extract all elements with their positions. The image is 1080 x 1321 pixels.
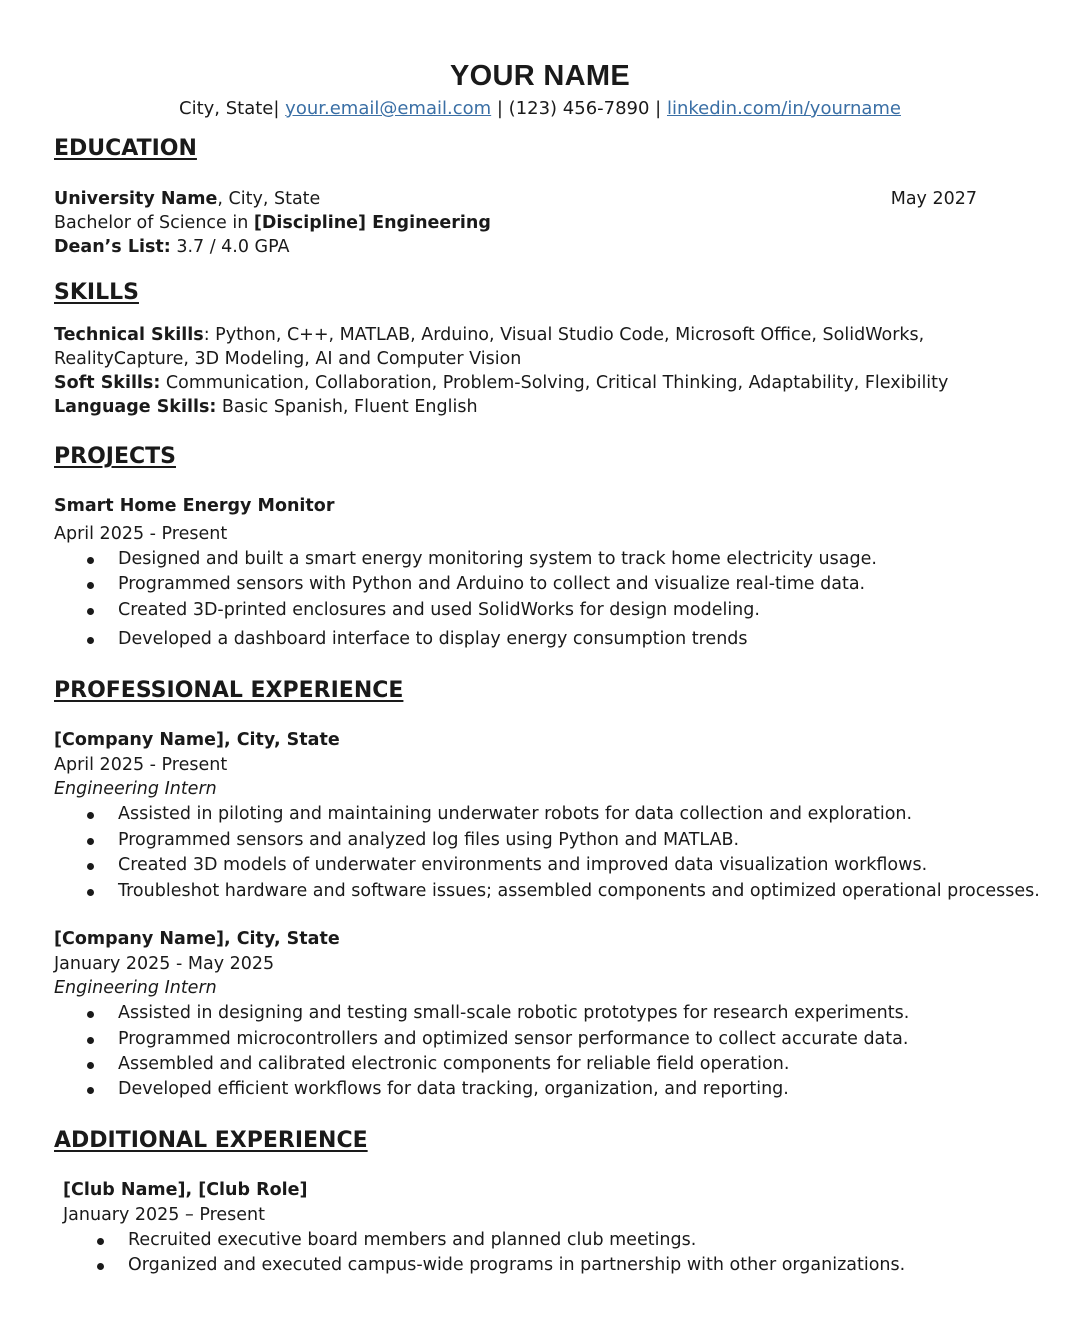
job-bullet: Programmed sensors and analyzed log files using Python and MATLAB.: [118, 830, 740, 850]
additional-heading: ADDITIONAL EXPERIENCE: [54, 1128, 368, 1153]
linkedin-link[interactable]: linkedin.com/in/yourname: [666, 98, 901, 119]
project-bullet: Designed and built a smart energy monitoring system to track home electricity usage.: [118, 549, 877, 569]
soft-label: Soft Skills:: [54, 373, 161, 393]
bullet-icon: [87, 1087, 94, 1094]
job-bullet: Assisted in piloting and maintaining underwater robots for data collection and exploration.: [118, 804, 913, 824]
technical-value: : Python, C++, MATLAB, Arduino, Visual Studio Code, Microsoft Office, SolidWorks,: [203, 325, 925, 345]
language-value: Basic Spanish, Fluent English: [216, 397, 478, 417]
bullet-icon: [87, 1037, 94, 1044]
project-date: April 2025 - Present: [54, 524, 228, 544]
bullet-icon: [87, 608, 94, 615]
school-name: University Name: [54, 189, 218, 209]
deans-label: Dean’s List:: [54, 237, 171, 257]
job-date: April 2025 - Present: [54, 755, 228, 775]
job-company: [Company Name], City, State: [54, 929, 340, 949]
bullet-icon: [87, 889, 94, 896]
project-bullet: Created 3D-printed enclosures and used SolidWorks for design modeling.: [118, 600, 760, 620]
project-name: Smart Home Energy Monitor: [54, 496, 335, 516]
job-bullet: Assisted in designing and testing small-scale robotic prototypes for research experiments.: [118, 1003, 910, 1023]
bullet-icon: [87, 637, 94, 644]
job-role: Engineering Intern: [54, 978, 217, 998]
bullet-icon: [87, 1062, 94, 1069]
contact-separator: |: [273, 98, 286, 119]
language-label: Language Skills:: [54, 397, 217, 417]
job-company: [Company Name], City, State: [54, 730, 340, 750]
soft-skills: [54, 373, 948, 393]
job-bullet: Developed efficient workflows for data tracking, organization, and reporting.: [118, 1079, 789, 1099]
education-deans-list: [54, 237, 290, 257]
education-heading: EDUCATION: [54, 136, 197, 161]
bullet-icon: [87, 812, 94, 819]
club-bullet: Recruited executive board members and planned club meetings.: [128, 1230, 697, 1250]
language-skills: [54, 397, 478, 417]
school-location: , City, State: [217, 189, 321, 209]
email-link[interactable]: your.email@email.com: [285, 98, 492, 119]
project-bullet: Programmed sensors with Python and Arduino to collect and visualize real-time data.: [118, 574, 866, 594]
soft-value: Communication, Collaboration, Problem-Solving, Critical Thinking, Adaptability, Flexibility: [160, 373, 949, 393]
education-school: [54, 189, 320, 209]
projects-heading: PROJECTS: [54, 444, 176, 469]
job-role: Engineering Intern: [54, 779, 217, 799]
club-bullet: Organized and executed campus-wide programs in partnership with other organizations.: [128, 1255, 906, 1275]
education-degree: [54, 213, 491, 233]
degree-discipline: [Discipline] Engineering: [253, 213, 491, 233]
technical-skills: [54, 325, 924, 345]
resume-name: YOUR NAME: [450, 60, 630, 92]
bullet-icon: [87, 1011, 94, 1018]
bullet-icon: [87, 582, 94, 589]
club-name: [Club Name], [Club Role]: [63, 1180, 308, 1200]
technical-skills-continued: RealityCapture, 3D Modeling, AI and Computer Vision: [54, 349, 522, 369]
deans-value: 3.7 / 4.0 GPA: [170, 237, 290, 257]
project-bullet: Developed a dashboard interface to display energy consumption trends: [118, 629, 748, 649]
degree-prefix: Bachelor of Science in: [54, 213, 254, 233]
skills-heading: SKILLS: [54, 280, 139, 305]
contact-location: City, State: [179, 98, 274, 119]
bullet-icon: [97, 1263, 104, 1270]
contact-line: [0, 98, 1080, 119]
professional-heading: PROFESSIONAL EXPERIENCE: [54, 678, 404, 703]
job-date: January 2025 - May 2025: [54, 954, 275, 974]
job-bullet: Created 3D models of underwater environments and improved data visualization workflows.: [118, 855, 928, 875]
bullet-icon: [87, 863, 94, 870]
bullet-icon: [87, 838, 94, 845]
job-bullet: Assembled and calibrated electronic components for reliable field operation.: [118, 1054, 790, 1074]
job-bullet: Troubleshot hardware and software issues; assembled components and optimized operational processes.: [118, 881, 1040, 901]
contact-phone: | (123) 456-7890 |: [491, 98, 667, 119]
bullet-icon: [87, 557, 94, 564]
club-date: January 2025 – Present: [63, 1205, 265, 1225]
education-date: May 2027: [890, 189, 977, 209]
bullet-icon: [97, 1238, 104, 1245]
technical-label: Technical Skills: [54, 325, 204, 345]
job-bullet: Programmed microcontrollers and optimized sensor performance to collect accurate data.: [118, 1029, 909, 1049]
